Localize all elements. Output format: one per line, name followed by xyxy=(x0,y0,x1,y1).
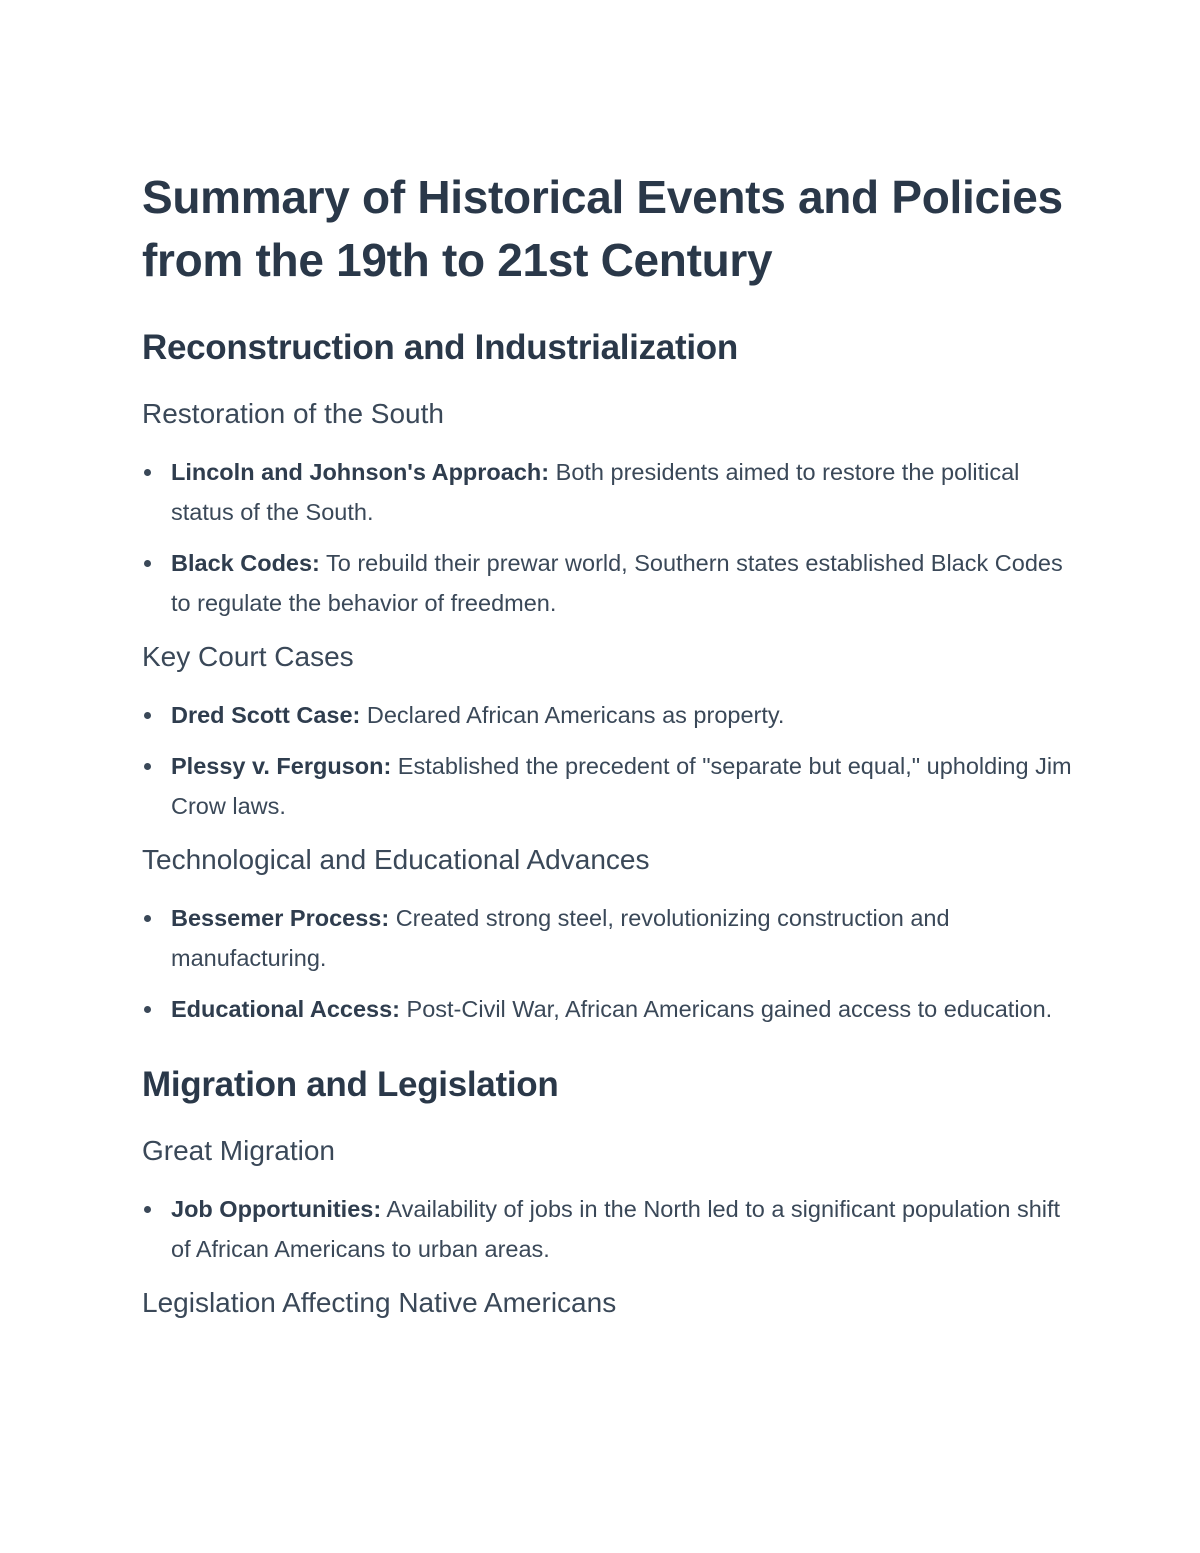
document-title: Summary of Historical Events and Policies from the 19th to 21st Century xyxy=(142,171,1063,286)
list-item-term: Dred Scott Case: xyxy=(171,702,361,728)
list-item xyxy=(142,1189,1072,1269)
list-item-text: Availability of jobs in the North led to a significant population shift of African Americans to urban areas. xyxy=(171,1196,1061,1262)
list-item-term: Educational Access: xyxy=(171,996,400,1022)
list-item-term: Black Codes: xyxy=(171,550,320,576)
list-item xyxy=(142,452,1072,532)
bullet-list xyxy=(142,695,1072,826)
list-item-term: Job Opportunities: xyxy=(171,1196,382,1222)
list-item xyxy=(142,989,1072,1029)
bullet-list xyxy=(142,898,1072,1029)
list-item-term: Plessy v. Ferguson: xyxy=(171,753,392,779)
subsection-heading: Technological and Educational Advances xyxy=(142,844,650,875)
list-item-text: Both presidents aimed to restore the political status of the South. xyxy=(171,459,1020,525)
list-item-term: Bessemer Process: xyxy=(171,905,390,931)
subsection-heading: Great Migration xyxy=(142,1135,335,1166)
list-item xyxy=(142,898,1072,978)
subsection-heading: Key Court Cases xyxy=(142,641,354,672)
list-item xyxy=(142,746,1072,826)
list-item-term: Lincoln and Johnson's Approach: xyxy=(171,459,550,485)
subsection-heading: Legislation Affecting Native Americans xyxy=(142,1287,617,1318)
section-heading: Reconstruction and Industrialization xyxy=(142,328,738,367)
list-item-text: To rebuild their prewar world, Southern states established Black Codes to regulate the behavior of freedmen. xyxy=(171,550,1063,616)
list-item-text: Created strong steel, revolutionizing construction and manufacturing. xyxy=(171,905,950,971)
list-item-text: Established the precedent of "separate but equal," upholding Jim Crow laws. xyxy=(171,753,1072,819)
subsection-heading: Restoration of the South xyxy=(142,398,444,429)
list-item-text: Post-Civil War, African Americans gained access to education. xyxy=(400,996,1053,1022)
list-item xyxy=(142,695,1072,735)
list-item-text: Declared African Americans as property. xyxy=(360,702,785,728)
list-item xyxy=(142,543,1072,623)
bullet-list xyxy=(142,452,1072,623)
section-heading: Migration and Legislation xyxy=(142,1065,559,1104)
bullet-list xyxy=(142,1189,1072,1269)
document-page xyxy=(142,166,1072,1341)
